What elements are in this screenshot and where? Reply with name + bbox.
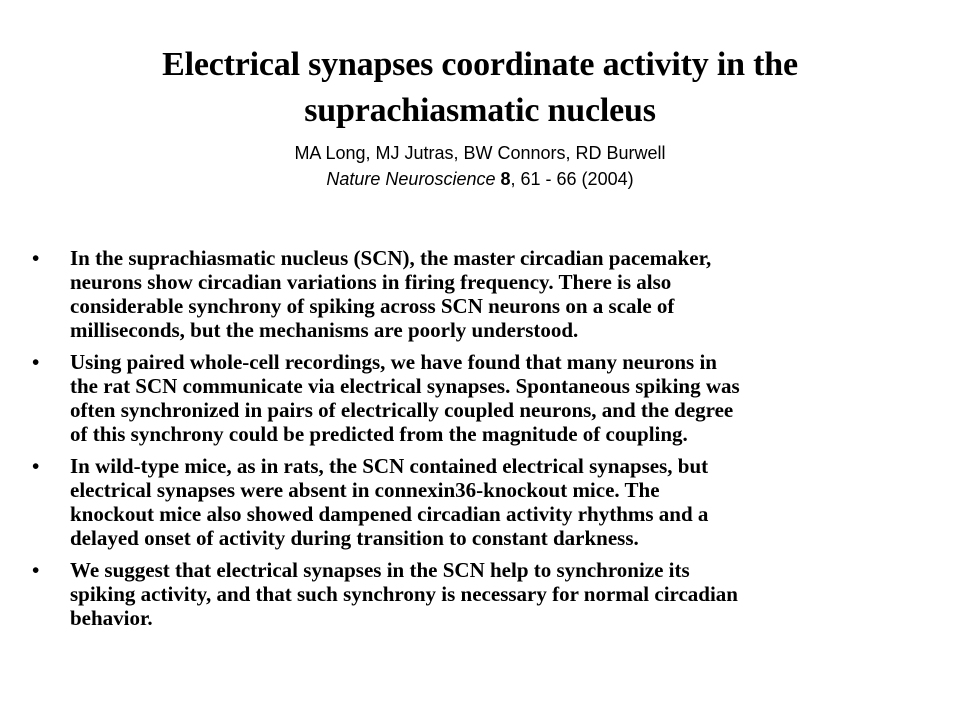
bullet-1-line-3: considerable synchrony of spiking across SCN neurons on a scale of (70, 294, 675, 318)
citation-journal: Nature Neuroscience (326, 169, 496, 189)
citation (60, 166, 900, 192)
bullet-4-line-1: We suggest that electrical synapses in the SCN help to synchronize its (70, 558, 690, 582)
slide-title-line-1: Electrical synapses coordinate activity in the (162, 46, 798, 83)
citation-volume: 8 (500, 169, 511, 189)
bullet-3-line-2: electrical synapses were absent in connexin36-knockout mice. The (70, 478, 660, 502)
bullet-2-line-4: of this synchrony could be predicted from the magnitude of coupling. (70, 422, 688, 446)
bullet-3-line-4: delayed onset of activity during transition to constant darkness. (70, 526, 639, 550)
bullet-1-line-2: neurons show circadian variations in firing frequency. There is also (70, 270, 672, 294)
bullet-icon: • (32, 454, 40, 478)
bullet-item-1 (32, 246, 932, 342)
bullet-icon: • (32, 350, 40, 374)
title-block (60, 42, 900, 192)
bullet-4-line-3: behavior. (70, 606, 153, 630)
bullet-icon: • (32, 558, 40, 582)
citation-pages-year: , 61 - 66 (2004) (510, 169, 634, 189)
bullet-4-line-2: spiking activity, and that such synchrony is necessary for normal circadian (70, 582, 738, 606)
bullet-list (32, 246, 932, 638)
authors: MA Long, MJ Jutras, BW Connors, RD Burwell (294, 143, 666, 163)
slide-title-line-2: suprachiasmatic nucleus (304, 92, 656, 129)
bullet-2-line-3: often synchronized in pairs of electrically coupled neurons, and the degree (70, 398, 734, 422)
bullet-1-line-4: milliseconds, but the mechanisms are poorly understood. (70, 318, 579, 342)
bullet-2-line-2: the rat SCN communicate via electrical synapses. Spontaneous spiking was (70, 374, 740, 398)
bullet-2-line-1: Using paired whole-cell recordings, we have found that many neurons in (70, 350, 717, 374)
bullet-item-4 (32, 558, 932, 630)
bullet-item-2 (32, 350, 932, 446)
bullet-1-line-1: In the suprachiasmatic nucleus (SCN), the master circadian pacemaker, (70, 246, 712, 270)
bullet-item-3 (32, 454, 932, 550)
bullet-3-line-3: knockout mice also showed dampened circadian activity rhythms and a (70, 502, 709, 526)
bullet-icon: • (32, 246, 40, 270)
bullet-3-line-1: In wild-type mice, as in rats, the SCN contained electrical synapses, but (70, 454, 709, 478)
